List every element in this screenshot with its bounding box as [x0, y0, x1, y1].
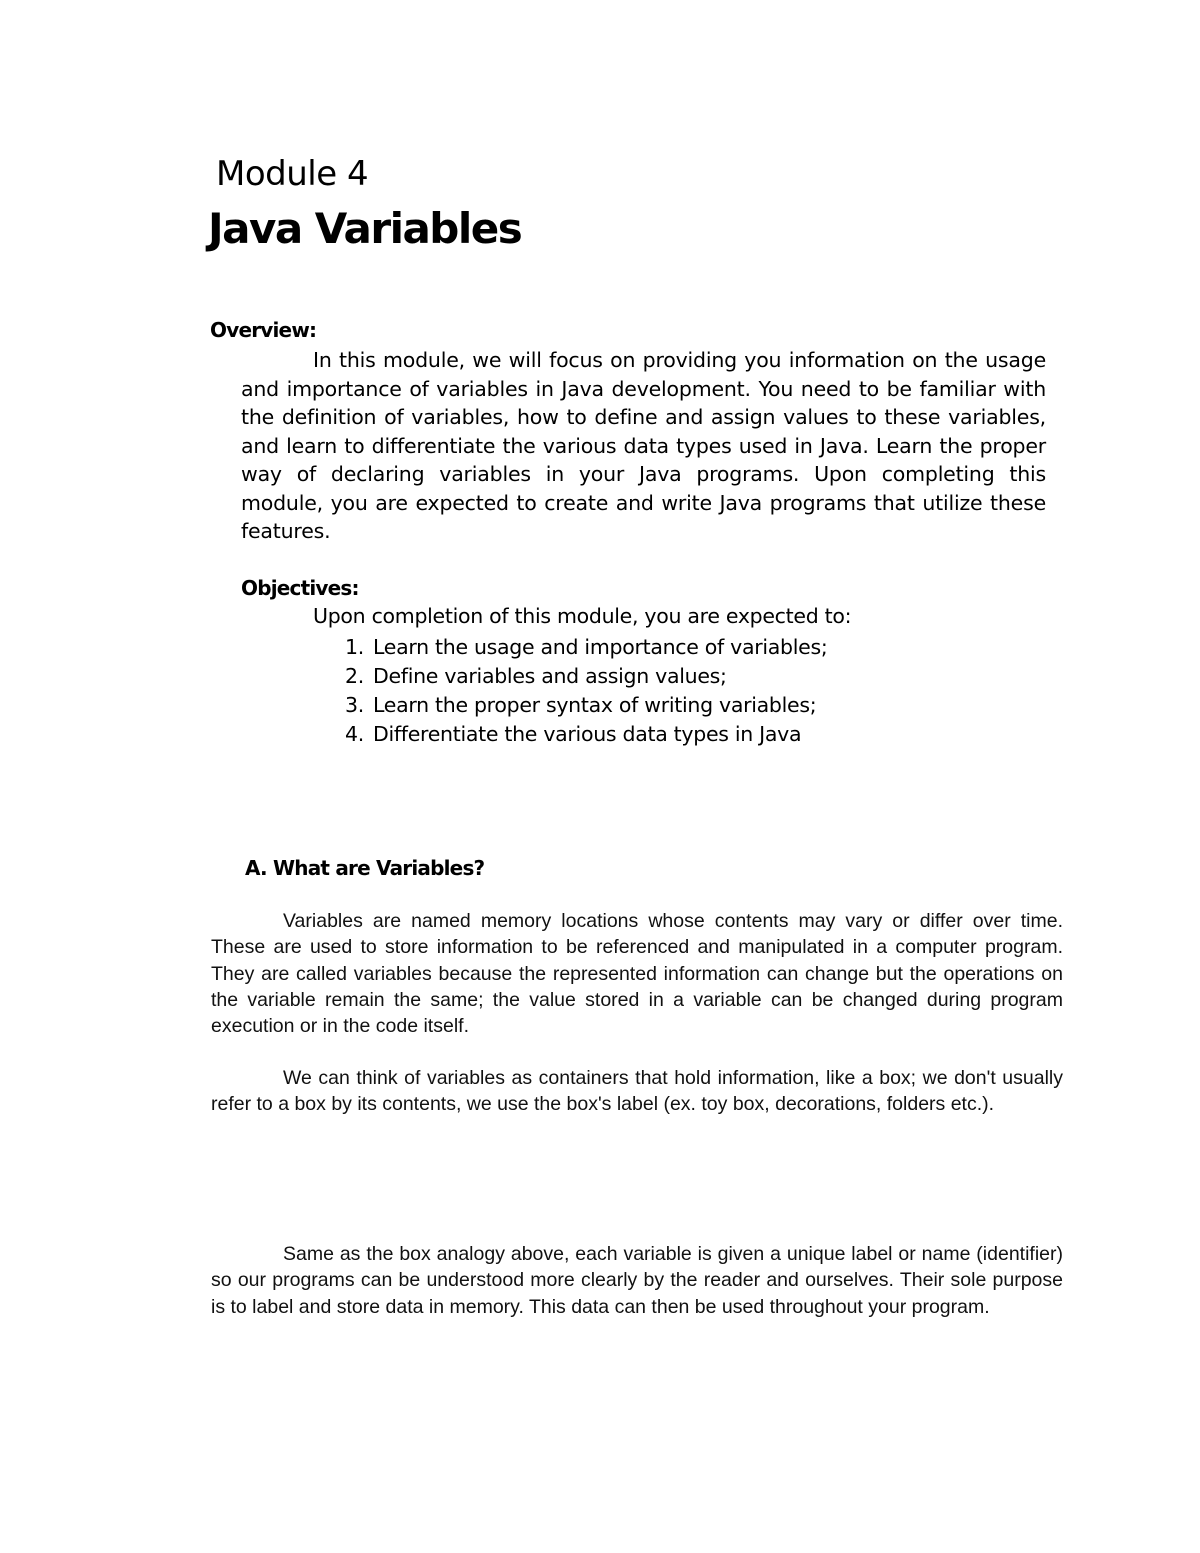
- objective-item: [345, 662, 827, 691]
- objective-number: 4.: [345, 722, 364, 746]
- identifier-paragraph: Same as the box analogy above, each variable is given a unique label or name (identifier) so our programs can be understood more clearly by the reader and ourselves. Their sole purpose is to label and store data in memory. This data can then be used throughout your program.: [211, 1243, 1063, 1318]
- overview-heading: Overview:: [210, 318, 317, 342]
- objective-text: Differentiate the various data types in Java: [373, 722, 802, 746]
- variables-definition-paragraph: Variables are named memory locations whose contents may vary or differ over time. These are used to store information to be referenced and manipulated in a computer program. They are called variables because the represented information can change but the operations on the variable remain the same; the value stored in a variable can be changed during program execution or in the code itself.: [211, 910, 1063, 1038]
- objectives-heading: Objectives:: [241, 576, 359, 600]
- section-a-heading: A. What are Variables?: [245, 856, 485, 880]
- objective-text: Define variables and assign values;: [373, 664, 727, 688]
- objective-number: 3.: [345, 693, 364, 717]
- overview-text: In this module, we will focus on providing you information on the usage and importance of variables in Java development. You need to be familiar with the definition of variables, how to define and assign values to these variables, and learn to differentiate the various data types used in Java. Learn the proper way of declaring variables in your Java programs. Upon completing this module, you are expected to create and write Java programs that utilize these features.: [241, 348, 1046, 543]
- objectives-intro: Upon completion of this module, you are expected to:: [313, 604, 852, 628]
- objective-number: 2.: [345, 664, 364, 688]
- objective-text: Learn the usage and importance of variables;: [373, 635, 828, 659]
- module-title: Java Variables: [208, 204, 522, 253]
- objective-text: Learn the proper syntax of writing variables;: [373, 693, 817, 717]
- objective-number: 1.: [345, 635, 364, 659]
- box-analogy-paragraph: We can think of variables as containers that hold information, like a box; we don't usually refer to a box by its contents, we use the box's label (ex. toy box, decorations, folders etc.).: [211, 1067, 1063, 1116]
- module-number: Module 4: [216, 154, 369, 194]
- objective-item: [345, 720, 827, 749]
- objectives-list: [345, 633, 827, 749]
- objective-item: [345, 633, 827, 662]
- objective-item: [345, 691, 827, 720]
